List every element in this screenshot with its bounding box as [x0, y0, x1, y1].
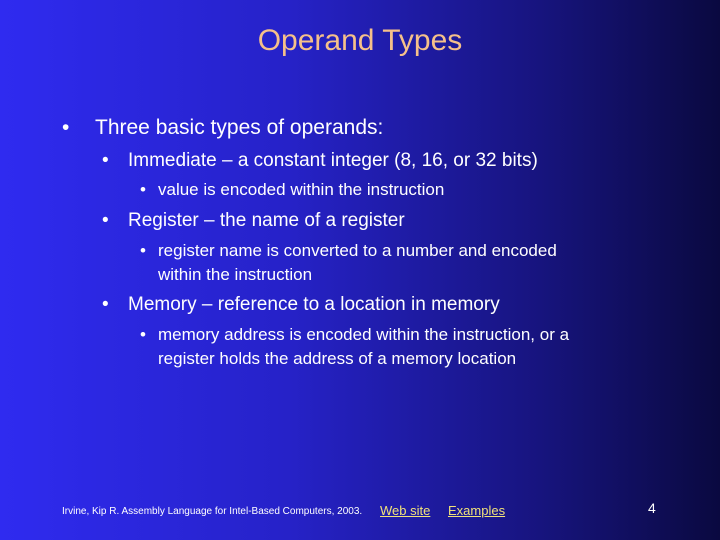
bullet-memory-detail-line1: memory address is encoded within the instruction, or a [158, 325, 570, 344]
page-number: 4 [648, 500, 656, 516]
bullet-glyph: • [140, 325, 146, 344]
bullet-glyph: • [62, 116, 70, 139]
bullet-register: Register – the name of a register [128, 210, 405, 231]
bullet-main: Three basic types of operands: [95, 116, 384, 139]
bullet-glyph: • [102, 210, 109, 231]
examples-link[interactable]: Examples [448, 503, 506, 518]
bullet-memory-detail-line2: register holds the address of a memory location [158, 349, 517, 368]
bullet-glyph: • [140, 241, 146, 260]
footer-citation: Irvine, Kip R. Assembly Language for Intel-Based Computers, 2003. [62, 506, 363, 517]
bullet-glyph: • [140, 180, 146, 199]
bullet-memory: Memory – reference to a location in memory [128, 294, 500, 315]
bullet-register-detail-line1: register name is converted to a number and encoded [158, 241, 557, 260]
bullet-register-detail-line2: within the instruction [158, 265, 313, 284]
slide-title: Operand Types [257, 24, 463, 57]
bullet-immediate-detail: value is encoded within the instruction [158, 180, 445, 199]
bullet-immediate: Immediate – a constant integer (8, 16, or 32 bits) [128, 150, 538, 171]
web-site-link[interactable]: Web site [380, 503, 431, 518]
bullet-glyph: • [102, 150, 109, 171]
bullet-glyph: • [102, 294, 109, 315]
